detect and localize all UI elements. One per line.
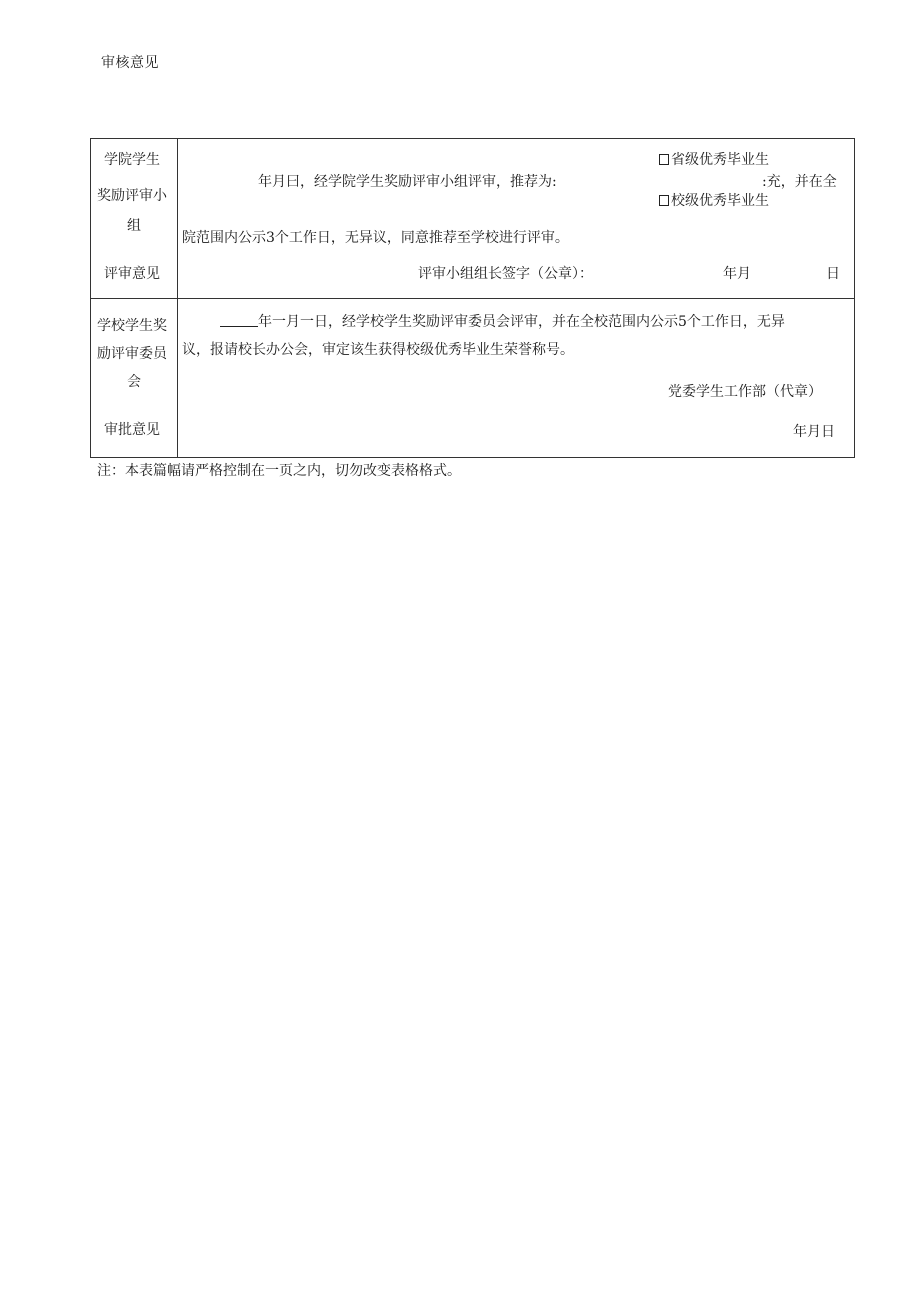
college-content-cell bbox=[178, 139, 854, 298]
school-date: 年月日 bbox=[793, 424, 835, 440]
college-label-line1: 学院学生 bbox=[104, 152, 160, 168]
college-label-line4: 评审意见 bbox=[104, 266, 160, 282]
page-heading: 审核意见 bbox=[101, 55, 159, 71]
school-approval-line2: 议，报请校长办公会，审定该生获得校级优秀毕业生荣誉称号。 bbox=[182, 342, 574, 358]
college-review-row bbox=[91, 139, 854, 299]
college-label-cell bbox=[91, 139, 178, 298]
school-label-line1: 学校学生奖 bbox=[97, 318, 167, 334]
option-school[interactable] bbox=[659, 190, 769, 210]
school-approval-line1 bbox=[220, 311, 785, 331]
school-label-cell bbox=[91, 299, 178, 457]
footnote: 注：本表篇幅请严格控制在一页之内，切勿改变表格格式。 bbox=[97, 463, 461, 479]
school-content-cell bbox=[178, 299, 854, 457]
checkbox-icon[interactable] bbox=[659, 154, 669, 165]
school-label-line4: 审批意见 bbox=[104, 422, 160, 438]
option-provincial-label: 省级优秀毕业生 bbox=[671, 152, 769, 168]
department-seal-label: 党委学生工作部（代章） bbox=[668, 384, 822, 400]
school-label-line2: 励评审委员 bbox=[97, 346, 167, 362]
college-publicity-text: 院范围内公示3个工作日，无异议，同意推荐至学校进行评审。 bbox=[182, 230, 569, 246]
review-table bbox=[90, 138, 855, 458]
year-blank bbox=[220, 314, 258, 327]
option-provincial[interactable] bbox=[659, 149, 769, 169]
college-label-line2: 奖励评审小 bbox=[97, 188, 167, 204]
school-approval-line1-text: 年一月一日，经学校学生奖励评审委员会评审，并在全校范围内公示5个工作日，无异 bbox=[258, 314, 785, 330]
school-label-line3: 会 bbox=[127, 374, 141, 390]
college-date-text: 年月曰，经学院学生奖励评审小组评审，推荐为: bbox=[258, 174, 557, 190]
option-school-label: 校级优秀毕业生 bbox=[671, 193, 769, 209]
college-suffix-text: :充，并在全 bbox=[762, 174, 837, 190]
college-date-ym: 年月 bbox=[723, 266, 751, 282]
checkbox-icon[interactable] bbox=[659, 195, 669, 206]
college-date-d: 日 bbox=[826, 266, 840, 282]
signature-label: 评审小组组长签字（公章）： bbox=[418, 266, 593, 282]
college-label-line3: 组 bbox=[127, 218, 141, 234]
school-review-row bbox=[91, 299, 854, 457]
